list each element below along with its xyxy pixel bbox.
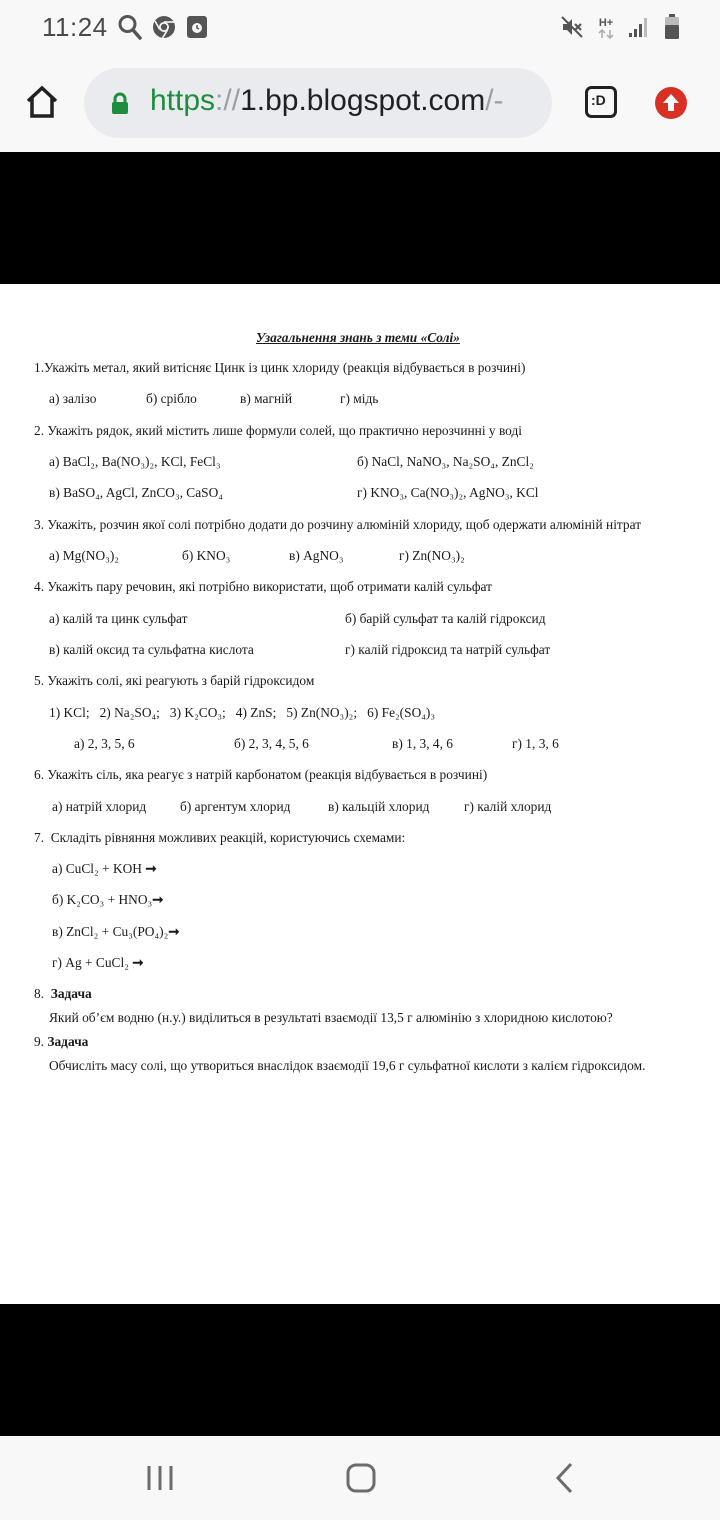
battery-icon [664, 14, 680, 45]
scheme-text: а) CuCl₂ + KOH [52, 861, 142, 876]
mute-icon [560, 15, 584, 44]
scheme-text: г) Ag + CuCl₂ [52, 955, 129, 970]
q7-scheme-c [52, 924, 179, 940]
arrow-icon: ➞ [145, 861, 157, 876]
q4-option-d: г) калій гідроксид та натрій сульфат [345, 642, 551, 657]
q4-option-b: б) барій сульфат та калій гідроксид [345, 611, 546, 626]
update-arrow-icon [654, 86, 688, 120]
recent-apps-icon [142, 1460, 178, 1496]
q6-option-a: а) натрій хлорид [52, 799, 147, 814]
q2-option-a [49, 454, 221, 470]
status-left-icons [118, 14, 208, 45]
q9-label: Задача [47, 1034, 89, 1049]
q3-option-b: б) KNO₃ [182, 548, 231, 563]
q2-option-b [357, 454, 534, 470]
black-band-top [0, 152, 720, 284]
q6-option-b: б) аргентум хлорид [180, 799, 291, 814]
lock-icon [110, 92, 130, 121]
arrow-icon: ➞ [168, 924, 180, 939]
q1-option-c: в) магній [240, 391, 292, 406]
q5-option-a: а) 2, 3, 5, 6 [74, 736, 135, 751]
home-icon [24, 84, 60, 120]
option-value: BaCl₂, Ba(NO₃)₂, KCl, FeCl₃ [62, 454, 221, 469]
q4-option-c: в) калій оксид та сульфатна кислота [49, 642, 254, 657]
q5-text: 5. Укажіть солі, які реагують з барій гідроксидом [34, 673, 315, 688]
reader-mode-label: :D [591, 92, 606, 108]
option-label: а) [49, 454, 63, 469]
q5-option-d: г) 1, 3, 6 [512, 736, 559, 751]
doc-title: Узагальнення знань з теми «Солі» [256, 330, 460, 345]
q4-option-a: а) калій та цинк сульфат [49, 611, 188, 626]
q9-text: Обчисліть масу солі, що утвориться внаслідок взаємодії 19,6 г сульфатної кислоти з калієм гідроксидом. [49, 1058, 646, 1073]
status-right-icons [560, 14, 680, 45]
scheme-text: в) ZnCl₂ + Cu₃(PO₄)₂ [52, 924, 169, 939]
document-image [0, 284, 720, 1304]
q8-heading [34, 986, 92, 1002]
chrome-icon [152, 15, 176, 44]
status-time: 11:24 [42, 12, 108, 42]
q2-option-c [49, 485, 223, 501]
scheme-text: б) K₂CO₃ + HNO₃ [52, 892, 153, 907]
url-path: /- [485, 84, 504, 117]
q3-text: 3. Укажіть, розчин якої солі потрібно додати до розчину алюміній хлориду, щоб одержати алюміній нітрат [34, 517, 642, 532]
black-band-bottom [0, 1304, 720, 1436]
url-host: 1.bp.blogspot.com [240, 84, 486, 117]
reader-mode-button[interactable] [585, 86, 617, 118]
q8-text: Який об’єм водню (н.у.) виділиться в результаті взаємодії 13,5 г алюмінію з хлоридною кислотою? [49, 1010, 613, 1025]
network-icon [598, 18, 614, 42]
q5-option-b: б) 2, 3, 4, 5, 6 [234, 736, 309, 751]
q1-option-b: б) срібло [146, 391, 197, 406]
search-icon [118, 14, 142, 45]
url-separator: :// [215, 84, 241, 117]
option-label: б) [357, 454, 372, 469]
q8-label: Задача [50, 986, 92, 1001]
q8-number: 8. [34, 986, 45, 1001]
q1-option-a: а) залізо [49, 391, 97, 406]
arrow-icon: ➞ [132, 955, 144, 970]
q4-text: 4. Укажіть пару речовин, які потрібно використати, щоб отримати калій сульфат [34, 579, 492, 594]
browser-toolbar [0, 56, 720, 152]
q2-option-d [357, 485, 539, 501]
screen-recorder-icon [186, 15, 208, 44]
arrow-icon: ➞ [152, 892, 164, 907]
q7-text: 7. Складіть рівняння можливих реакцій, користуючись схемами: [34, 830, 406, 845]
q3-option-a: а) Mg(NO₃)₂ [49, 548, 119, 563]
q1-option-d: г) мідь [340, 391, 379, 406]
q5-option-c: в) 1, 3, 4, 6 [392, 736, 453, 751]
q6-text: 6. Укажіть сіль, яка реагує з натрій карбонатом (реакція відбувається в розчині) [34, 767, 488, 782]
option-value: BaSO₄, AgCl, ZnCO₃, CaSO₄ [63, 485, 223, 500]
q9-heading [34, 1034, 88, 1050]
home-button[interactable] [24, 84, 60, 120]
omnibox[interactable] [84, 68, 552, 138]
q3-option-c: в) AgNO₃ [289, 548, 344, 563]
q9-number: 9. [34, 1034, 45, 1049]
q6-option-d: г) калій хлорид [464, 799, 552, 814]
update-button[interactable] [654, 86, 688, 120]
signal-icon [628, 16, 650, 43]
back-button[interactable] [548, 1460, 588, 1496]
option-value: NaCl, NaNO₃, Na₂SO₄, ZnCl₂ [371, 454, 534, 469]
option-value: KNO₃, Ca(NO₃)₂, AgNO₃, KCl [370, 485, 539, 500]
q6-option-c: в) кальцій хлорид [328, 799, 430, 814]
home-icon [343, 1460, 379, 1496]
q5-items: 1) KCl; 2) Na₂SO₄; 3) K₂CO₃; 4) ZnS; 5) Zn(NO₃)₂; 6) Fe₂(SO₄)₃ [49, 705, 436, 720]
back-icon [548, 1460, 584, 1496]
q2-text: 2. Укажіть рядок, який містить лише формули солей, що практично нерозчинні у воді [34, 423, 523, 438]
url-text[interactable] [150, 84, 504, 118]
status-bar [0, 0, 720, 56]
q7-scheme-b [52, 892, 163, 908]
url-scheme: https [150, 84, 216, 117]
nav-bar [0, 1436, 720, 1520]
recent-apps-button[interactable] [142, 1460, 182, 1496]
q7-scheme-d [52, 955, 143, 971]
home-nav-button[interactable] [343, 1460, 383, 1496]
q1-text: 1.Укажіть метал, який витісняє Цинк із цинк хлориду (реакція відбувається в розчині) [34, 360, 526, 375]
network-type: H+ [598, 16, 614, 29]
q7-scheme-a [52, 861, 157, 877]
option-label: в) [49, 485, 64, 500]
q3-option-d: г) Zn(NO₃)₂ [399, 548, 465, 563]
option-label: г) [357, 485, 371, 500]
